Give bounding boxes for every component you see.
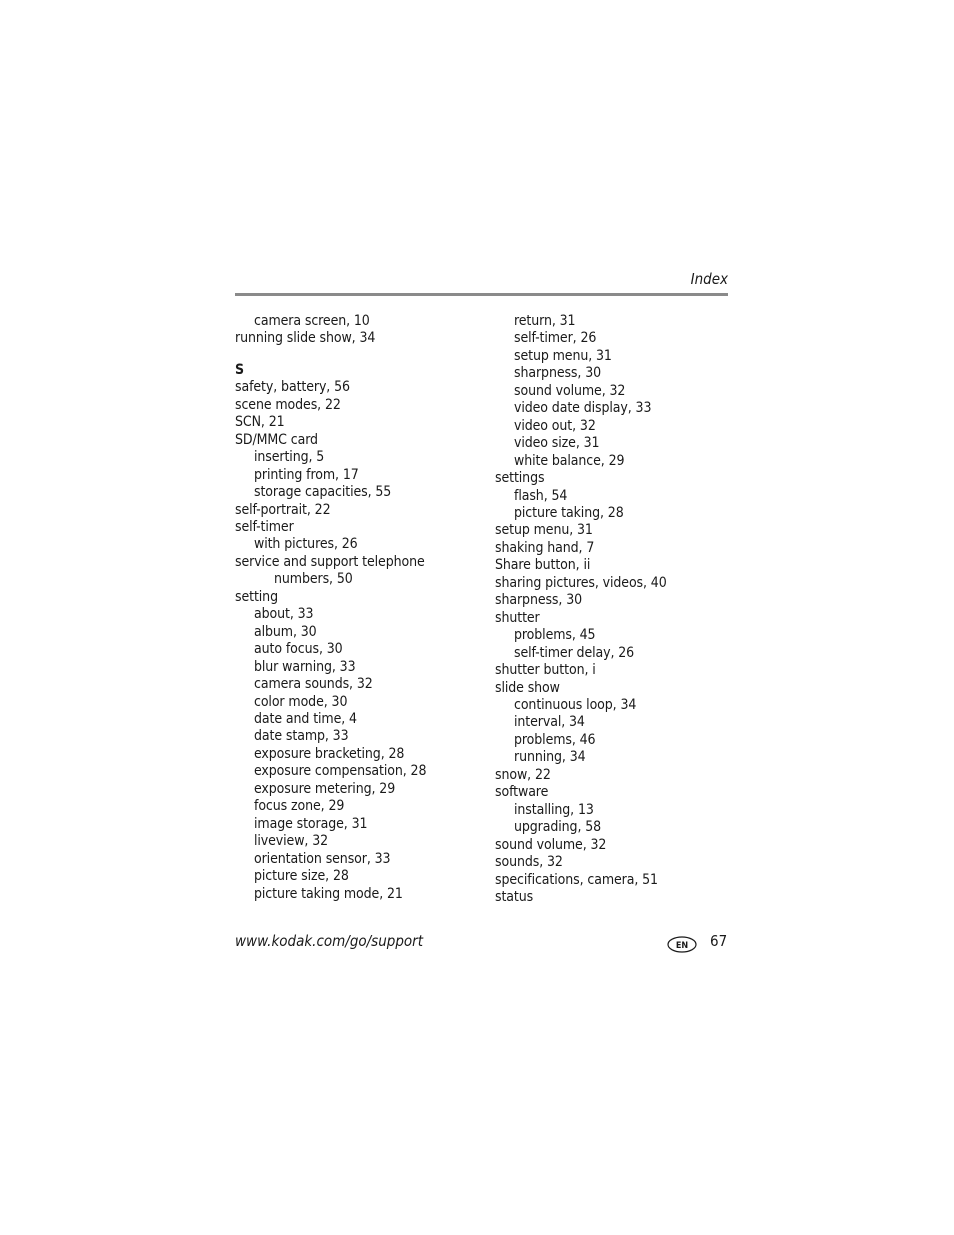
index-subentry: about, 33 [254, 606, 314, 623]
index-subentry: numbers, 50 [274, 571, 353, 588]
language-badge-icon [667, 936, 697, 953]
index-entry: sharpness, 30 [495, 592, 583, 609]
index-subentry: flash, 54 [514, 487, 568, 504]
index-entry: software [495, 784, 549, 801]
index-subentry: continuous loop, 34 [514, 696, 637, 713]
index-subentry: with pictures, 26 [254, 536, 358, 553]
index-subentry: problems, 46 [514, 731, 596, 748]
index-subentry: liveview, 32 [254, 833, 329, 850]
index-subentry: date stamp, 33 [254, 728, 349, 745]
index-subentry: self-timer, 26 [514, 330, 597, 347]
index-entry: snow, 22 [495, 766, 551, 783]
index-subentry: picture taking mode, 21 [254, 885, 403, 902]
index-entry: shutter button, i [495, 662, 596, 679]
index-subentry: orientation sensor, 33 [254, 850, 391, 867]
index-entry: sharing pictures, videos, 40 [495, 574, 667, 591]
index-entry: safety, battery, 56 [235, 379, 350, 396]
index-entry: shutter [495, 609, 540, 626]
index-entry: SD/MMC card [235, 431, 318, 448]
index-entry: shaking hand, 7 [495, 539, 595, 556]
index-entry: self-portrait, 22 [235, 501, 331, 518]
index-subentry: exposure metering, 29 [254, 780, 396, 797]
index-subentry: video size, 31 [514, 435, 600, 452]
index-entry: running slide show, 34 [235, 330, 376, 347]
index-entry: self-timer [235, 518, 294, 535]
index-entry: slide show [495, 679, 560, 696]
index-entry: Share button, ii [495, 557, 591, 574]
index-subentry: sharpness, 30 [514, 365, 602, 382]
index-subentry: picture size, 28 [254, 868, 349, 885]
index-column-right [495, 313, 667, 906]
index-subentry: inserting, 5 [254, 449, 325, 466]
index-subentry: problems, 45 [514, 627, 596, 644]
index-subentry: video out, 32 [514, 417, 596, 434]
index-entry: settings [495, 470, 545, 487]
running-header-title: Index [690, 270, 728, 288]
index-subentry: exposure bracketing, 28 [254, 745, 405, 762]
footer-url: www.kodak.com/go/support [235, 932, 423, 950]
index-subentry: installing, 13 [514, 801, 594, 818]
index-subentry: blur warning, 33 [254, 658, 356, 675]
page-number: 67 [710, 932, 728, 950]
index-entry: SCN, 21 [235, 414, 285, 431]
index-subentry: storage capacities, 55 [254, 484, 392, 501]
index-subentry: return, 31 [514, 313, 576, 329]
index-subentry: picture taking, 28 [514, 504, 624, 521]
index-subentry: upgrading, 58 [514, 819, 602, 836]
index-subentry: focus zone, 29 [254, 798, 345, 815]
index-subentry: color mode, 30 [254, 693, 348, 710]
index-subentry: white balance, 29 [514, 452, 625, 469]
index-entry: setup menu, 31 [495, 522, 593, 539]
index-entry: setting [235, 588, 278, 605]
index-subentry: printing from, 17 [254, 466, 359, 483]
index-subentry: setup menu, 31 [514, 347, 612, 364]
index-subentry: auto focus, 30 [254, 641, 343, 658]
index-subentry: camera sounds, 32 [254, 676, 373, 693]
index-subentry: image storage, 31 [254, 815, 368, 832]
language-badge-label: EN [675, 941, 689, 951]
index-subentry: exposure compensation, 28 [254, 763, 427, 780]
index-entry: service and support telephone [235, 553, 425, 570]
index-entry: specifications, camera, 51 [495, 871, 658, 888]
index-entry: sounds, 32 [495, 854, 563, 871]
index-subentry: interval, 34 [514, 714, 585, 731]
index-subentry: date and time, 4 [254, 710, 357, 727]
section-letter: S [235, 361, 245, 378]
index-subentry: video date display, 33 [514, 400, 652, 417]
index-subentry: self-timer delay, 26 [514, 644, 635, 661]
index-subentry: camera screen, 10 [254, 313, 370, 329]
index-entry: scene modes, 22 [235, 396, 341, 413]
section-gap [235, 348, 426, 362]
index-entry: status [495, 888, 534, 905]
index-subentry: album, 30 [254, 623, 317, 640]
index-entry: sound volume, 32 [495, 836, 607, 853]
index-subentry: running, 34 [514, 749, 586, 766]
index-column-left [235, 313, 426, 903]
header-rule [235, 293, 728, 296]
index-subentry: sound volume, 32 [514, 382, 626, 399]
